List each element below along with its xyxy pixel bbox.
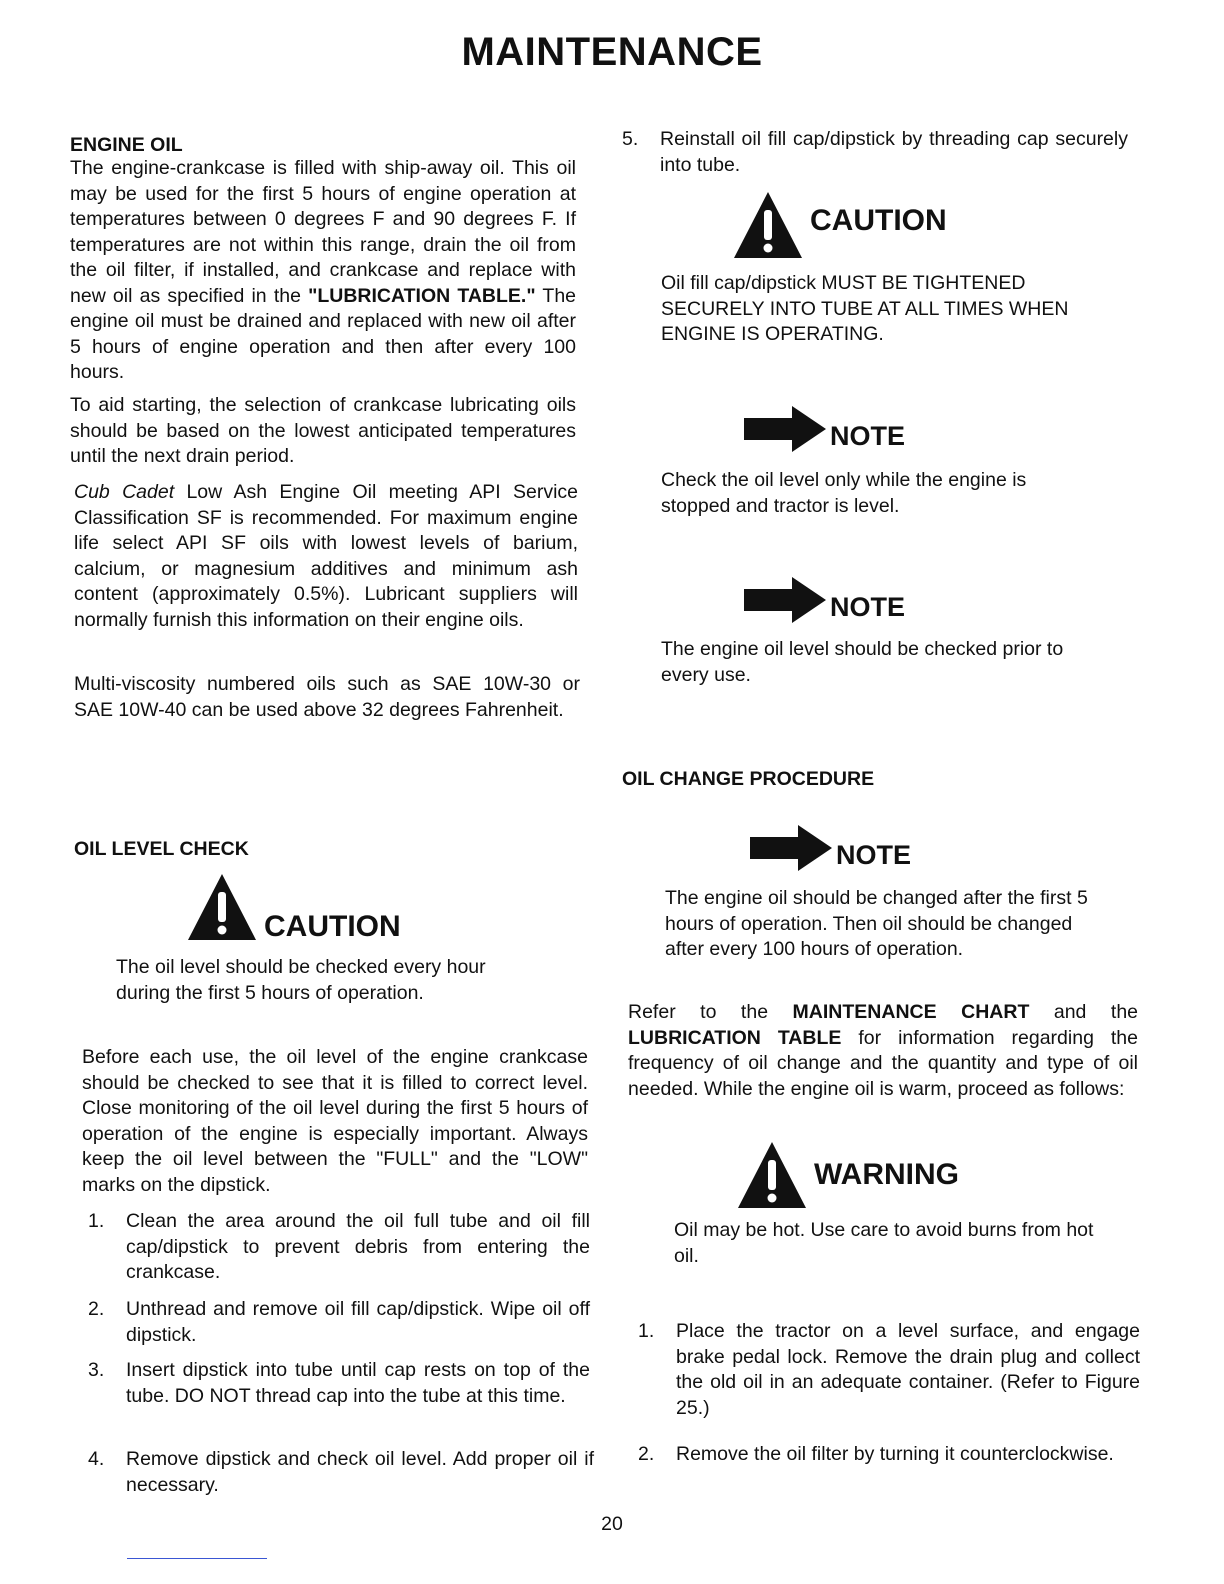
arrow-right-icon [742,575,828,623]
note-alert-1 [742,404,905,452]
list-item [638,1442,1144,1497]
list-number: 1. [88,1210,105,1232]
engine-oil-p3-text: Low Ash Engine Oil meeting API Service Classification SF is recommended. For maximum engine life select API SF oils with lowest levels of barium, calcium, or magnesium additives and minimum ash content (approximately 0.5%). Lubricant suppliers will normally furnish this information on their engine oils. [74,481,578,631]
brand-name: Cub Cadet [74,481,175,503]
oil-change-paragraph [628,1000,1138,1102]
caution-alert-left [186,872,401,942]
engine-oil-paragraph-3 [74,480,578,633]
arrow-right-icon [742,404,828,452]
oil-change-text-a: Refer to the [628,1001,793,1023]
caution-text-right: Oil fill cap/dipstick MUST BE TIGHTENED SECURELY INTO TUBE AT ALL TIMES WHEN ENGINE IS OPERATING. [661,272,1069,345]
note-text-3: The engine oil should be changed after the first 5 hours of operation. Then oil should be changed after every 100 hours of operation. [665,887,1088,960]
engine-oil-paragraph-4: Multi-viscosity numbered oils such as SAE 10W-30 or SAE 10W-40 can be used above 32 degrees Fahrenheit. [74,673,580,721]
list-item [638,1319,1140,1424]
list-item [88,1358,590,1438]
warning-alert [736,1140,959,1210]
list-item [88,1209,590,1289]
warning-triangle-icon [186,872,258,942]
warning-text: Oil may be hot. Use care to avoid burns from hot oil. [674,1219,1094,1267]
note-label: NOTE [830,592,906,622]
note-text-1: Check the oil level only while the engine is stopped and tractor is level. [661,469,1027,517]
page-number: 20 [601,1513,623,1535]
lubrication-table-ref: "LUBRICATION TABLE." [308,284,536,307]
oil-change-heading: OIL CHANGE PROCEDURE [622,768,875,790]
maintenance-chart-ref: MAINTENANCE CHART [792,1001,1030,1023]
engine-oil-p1-text-a: The engine-crankcase is filled with ship-away oil. This oil may be used for the first 5 hours of engine operation at temperatures between 0 degrees F and 90 degrees F. If temperatures are not within this range, drain the oil from the oil filter, if installed, and crankcase and replace with new oil as specified in the [70,157,576,307]
list-item [88,1447,594,1502]
oil-level-paragraph: Before each use, the oil level of the engine crankcase should be checked to see that it is filled to correct level. Close monitoring of the oil level during the first 5 hours of operation of the engine is especially important. Always keep the oil level between the "FULL" and the "LOW" marks on the dipstick. [82,1046,588,1196]
list-text: Place the tractor on a level surface, and engage brake pedal lock. Remove the drain plug and collect the old oil in an adequate container. (Refer to Figure 25.) [676,1320,1140,1419]
list-text: Clean the area around the oil full tube and oil fill cap/dipstick to prevent debris from entering the crankcase. [126,1210,590,1283]
engine-oil-paragraph-1 [70,156,576,386]
warning-triangle-icon [736,1140,808,1210]
list-number: 4. [88,1448,105,1470]
note-text-2: The engine oil level should be checked prior to every use. [661,638,1064,686]
engine-oil-heading: ENGINE OIL [70,134,183,156]
caution-label: CAUTION [810,204,947,237]
list-number: 3. [88,1359,105,1381]
footer-rule [127,1558,267,1559]
list-number: 1. [638,1320,655,1342]
list-number: 2. [638,1443,655,1465]
warning-label: WARNING [814,1158,959,1191]
list-text: Remove the oil filter by turning it counterclockwise. [676,1443,1114,1465]
engine-oil-p1-text-b: The engine oil must be drained and replaced with new oil after 5 hours of engine operation and then after every 100 hours. [70,284,577,383]
oil-change-text-c: for information regarding the frequency of oil change and the quantity and type of oil needed. While the engine oil is warm, proceed as follows: [628,1026,1138,1100]
arrow-right-icon [748,823,834,871]
engine-oil-paragraph-2: To aid starting, the selection of crankcase lubricating oils should be based on the lowest anticipated temperatures until the next drain period. [70,394,576,467]
note-alert-2 [742,575,905,623]
lubrication-table-ref: LUBRICATION TABLE [628,1026,842,1049]
list-text: Insert dipstick into tube until cap rests on top of the tube. DO NOT thread cap into the tube at this time. [126,1359,590,1407]
list-item [622,127,1128,182]
caution-text-left: The oil level should be checked every hour during the first 5 hours of operation. [116,956,486,1004]
note-label: NOTE [830,421,906,451]
warning-triangle-icon [732,190,804,260]
list-number: 2. [88,1298,105,1320]
list-text: Reinstall oil fill cap/dipstick by threading cap securely into tube. [660,128,1128,176]
note-label: NOTE [836,840,912,870]
caution-alert-right [732,190,947,260]
caution-label: CAUTION [264,910,401,943]
list-number: 5. [622,128,639,150]
list-item [88,1297,590,1352]
list-text: Remove dipstick and check oil level. Add proper oil if necessary. [126,1448,594,1496]
note-alert-3 [748,823,911,871]
oil-change-text-b: and the [1029,1001,1139,1023]
page-title: MAINTENANCE [461,30,763,74]
oil-level-check-heading: OIL LEVEL CHECK [74,838,249,860]
list-text: Unthread and remove oil fill cap/dipstick. Wipe oil off dipstick. [126,1298,590,1346]
